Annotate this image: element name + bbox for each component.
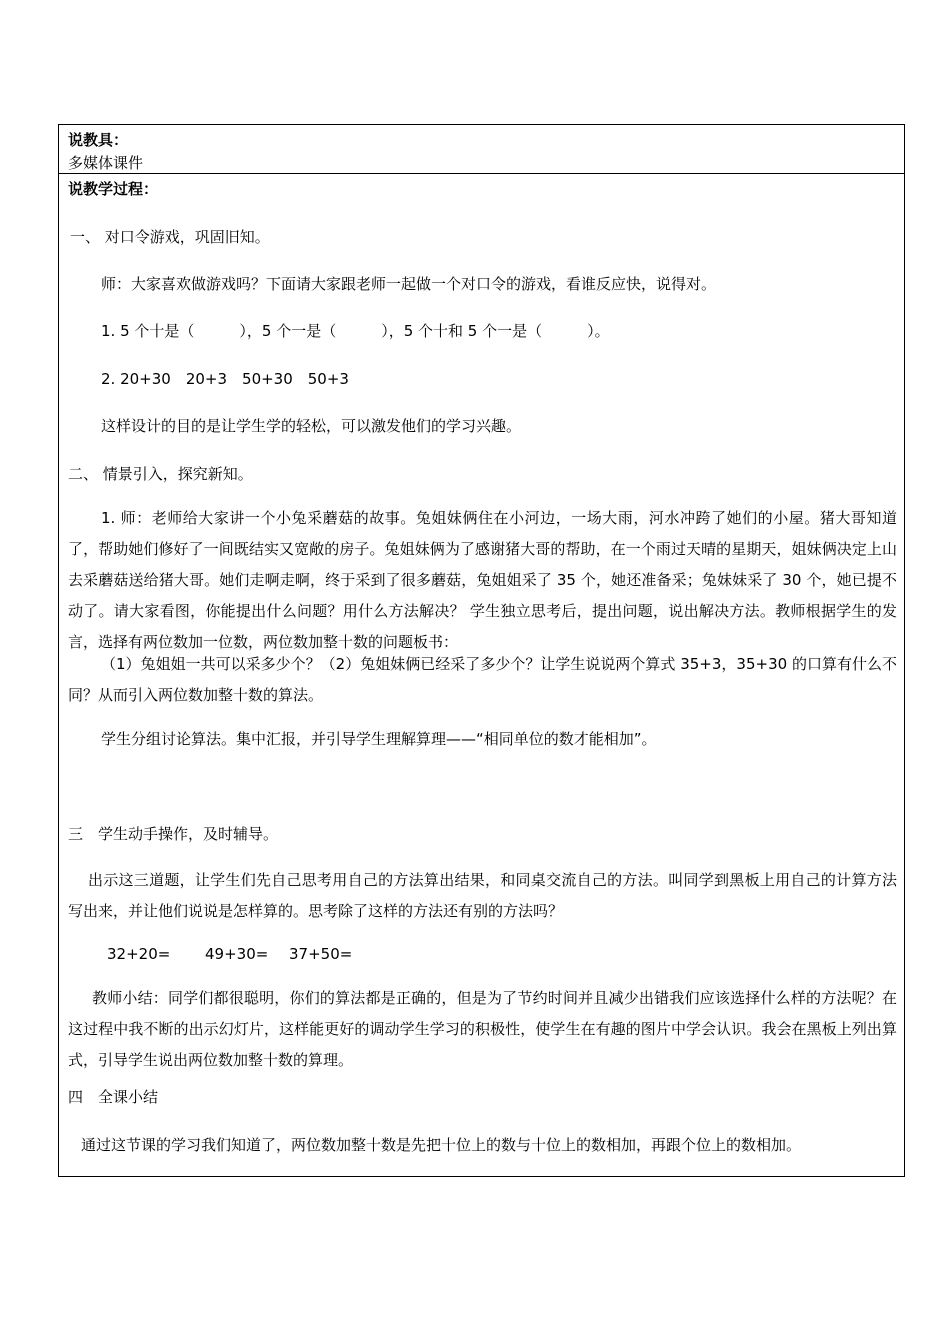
part4-title: 四 全课小结 (68, 1088, 159, 1106)
lesson-plan-table (58, 124, 905, 1177)
part2-questions: （1）兔姐姐一共可以采多少个？（2）兔姐妹俩已经采了多少个？让学生说说两个算式 35+3，35+30 的口算有什么不同？从而引入两位数加整十数的算法。 (68, 655, 897, 704)
part1-item1: 1. 5 个十是（ ），5 个一是（ ），5 个十和 5 个一是（ ）。 (101, 322, 610, 340)
exercise-item: 49+30= (205, 945, 269, 963)
row-divider (59, 173, 904, 174)
exercise-item: 37+50= (289, 945, 353, 963)
part1-purpose: 这样设计的目的是让学生学的轻松，可以激发他们的学习兴趣。 (101, 417, 522, 435)
part1-item2: 2. 20+30 20+3 50+30 50+3 (101, 370, 349, 388)
part1-intro: 师：大家喜欢做游戏吗？下面请大家跟老师一起做一个对口令的游戏，看谁反应快，说得对。 (101, 275, 717, 293)
part1-title: 一、 对口令游戏，巩固旧知。 (70, 228, 270, 246)
tools-heading: 说教具： (68, 131, 129, 149)
part2-story: 1. 师：老师给大家讲一个小兔采蘑菇的故事。兔姐妹俩住在小河边，一场大雨，河水冲跨了她们的小屋。猪大哥知道了，帮助她们修好了一间既结实又宽敞的房子。兔姐妹俩为了感谢猪大哥的帮助，在一个雨过天晴的星期天，姐妹俩决定上山去采蘑菇送给猪大哥。她们走啊走啊，终于采到了很多蘑菇，兔姐姐采了 35 个，她还准备采；兔妹妹采了 30 个，她已提不动了。请大家看图，你能提出什么问题？用什么方法解决？ 学生独立思考后，提出问题，说出解决方法。教师根据学生的发言，选择有两位数加一位数，两位数加整十数的问题板书： (68, 509, 897, 651)
part3-instruction: 出示这三道题，让学生们先自己思考用自己的方法算出结果，和同桌交流自己的方法。叫同学到黑板上用自己的计算方法写出来，并让他们说说是怎样算的。思考除了这样的方法还有别的方法吗？ (68, 871, 897, 920)
part2-title: 二、 情景引入，探究新知。 (68, 465, 253, 483)
exercise-item: 32+20= (107, 945, 171, 963)
tools-content: 多媒体课件 (68, 154, 144, 172)
process-heading: 说教学过程： (68, 180, 159, 198)
part3-teacher-summary: 教师小结：同学们都很聪明，你们的算法都是正确的，但是为了节约时间并且减少出错我们应该选择什么样的方法呢？在这过程中我不断的出示幻灯片，这样能更好的调动学生学习的积极性，使学生在有趣的图片中学会认识。我会在黑板上列出算式，引导学生说出两位数加整十数的算理。 (68, 989, 897, 1069)
part2-discussion: 学生分组讨论算法。集中汇报，并引导学生理解算理——“相同单位的数才能相加”。 (101, 730, 657, 748)
part4-summary: 通过这节课的学习我们知道了，两位数加整十数是先把十位上的数与十位上的数相加，再跟个位上的数相加。 (81, 1136, 802, 1154)
part3-title: 三 学生动手操作，及时辅导。 (68, 825, 279, 843)
